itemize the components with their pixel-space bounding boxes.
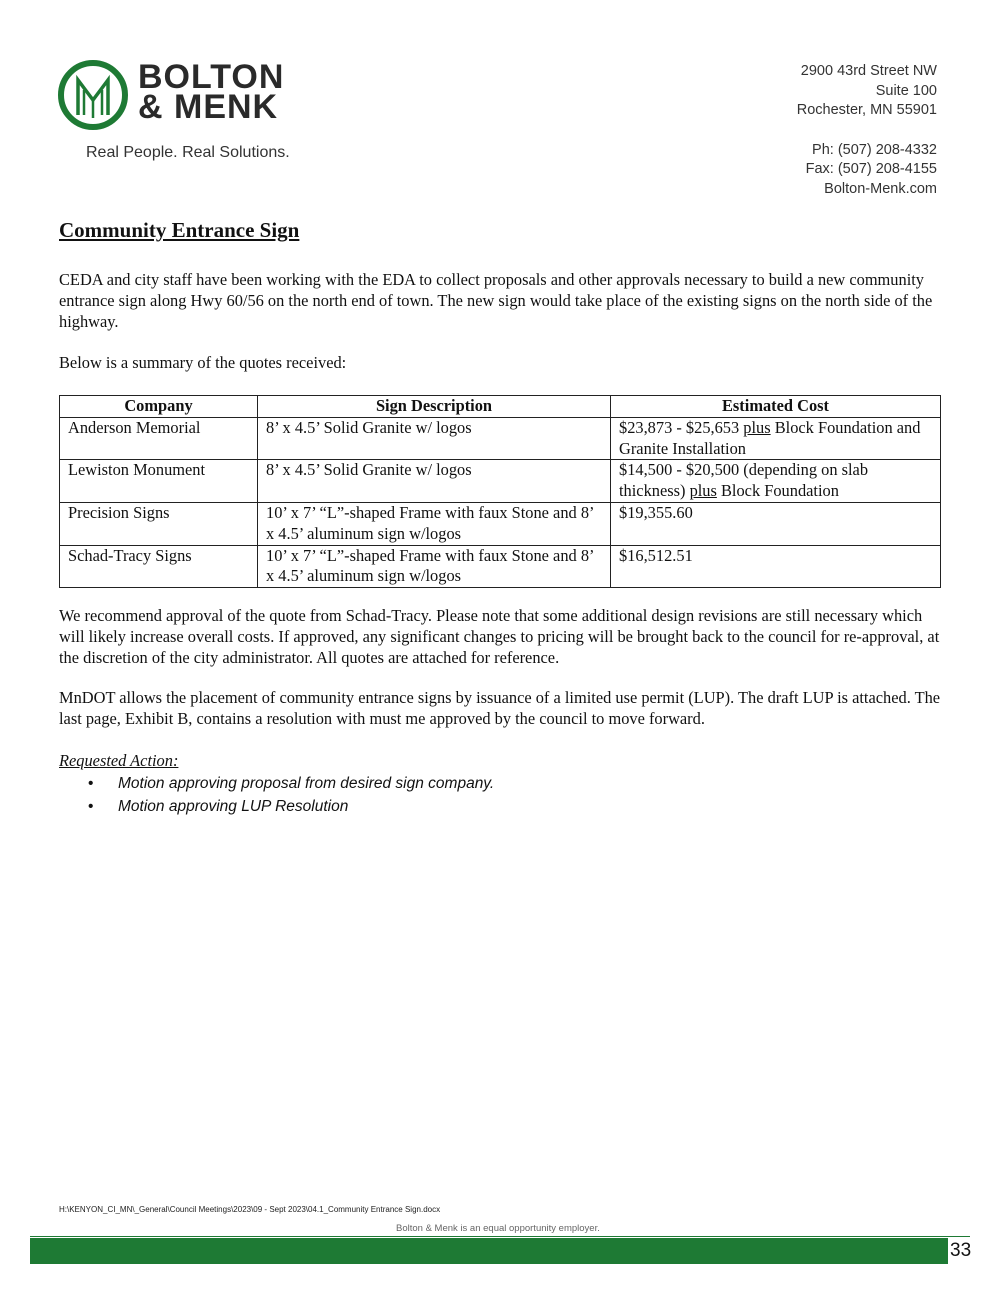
table-row (60, 545, 941, 588)
company-address-block (797, 62, 937, 199)
table-header-row (60, 396, 941, 418)
cost-text-tail: Block Foundation (716, 481, 839, 501)
action-text: Motion approving proposal from desired sign company. (118, 775, 495, 792)
company-name-line1: BOLTON (138, 58, 285, 96)
cost-text: $19,355.60 (619, 502, 693, 522)
address-street: 2900 43rd Street NW (800, 63, 937, 79)
address-suite: Suite 100 (875, 82, 937, 99)
column-header-cost: Estimated Cost (611, 396, 941, 418)
company-name (138, 58, 285, 126)
cell-company: Schad-Tracy Signs (60, 545, 258, 588)
cost-text-tail: Block Foundation and Granite Installation (619, 417, 921, 458)
bullet-icon: • (88, 798, 94, 815)
bolton-menk-logo-icon (58, 60, 128, 130)
bullet-icon: • (88, 775, 94, 792)
cost-text: $23,873 - $25,653 (619, 417, 744, 437)
company-name-line2: & MENK (138, 88, 279, 126)
cell-cost (611, 417, 941, 460)
page-number: 33 (950, 1240, 972, 1261)
summary-intro: Below is a summary of the quotes received: (59, 353, 347, 372)
requested-actions-list (88, 772, 494, 818)
cost-underlined-text: plus (689, 481, 717, 501)
fax-number: Fax: (507) 208-4155 (805, 161, 937, 177)
cell-cost (611, 545, 941, 588)
intro-paragraph: CEDA and city staff have been working with the EDA to collect proposals and other approvals necessary to build a new community entrance sign along Hwy 60/56 on the north end of town. The new sign would take place of the existing signs on the north side of the highway. (59, 270, 933, 331)
cell-cost (611, 460, 941, 503)
action-text: Motion approving LUP Resolution (118, 798, 349, 815)
cell-company: Lewiston Monument (60, 460, 258, 503)
website: Bolton-Menk.com (824, 180, 937, 197)
requested-action-label: Requested Action: (59, 751, 179, 770)
cell-company: Precision Signs (60, 502, 258, 545)
footer-divider (30, 1236, 970, 1237)
footer-bar (30, 1238, 948, 1264)
mndot-paragraph: MnDOT allows the placement of community entrance signs by issuance of a limited use permit (LUP). The draft LUP is attached. The last page, Exhibit B, contains a resolution with must me approved by the council to move forward. (59, 688, 941, 728)
recommendation-paragraph: We recommend approval of the quote from Schad-Tracy. Please note that some additional design revisions are still necessary which will likely increase overall costs. If approved, any significant changes to pricing will be brought back to the council for re-approval, at the discretion of the city administrator. All quotes are attached for reference. (59, 606, 940, 667)
cell-cost (611, 502, 941, 545)
quotes-table (59, 395, 941, 588)
cell-description: 8’ x 4.5’ Solid Granite w/ logos (258, 460, 611, 503)
address-city: Rochester, MN 55901 (796, 102, 937, 118)
cell-description: 10’ x 7’ “L”-shaped Frame with faux Stone and 8’ x 4.5’ aluminum sign w/logos (258, 545, 611, 588)
phone-number: Ph: (507) 208-4332 (812, 141, 937, 158)
table-row (60, 502, 941, 545)
list-item (88, 795, 494, 818)
company-tagline: Real People. Real Solutions. (86, 144, 290, 161)
cost-underlined-text: plus (743, 417, 771, 437)
cost-text: $14,500 - $20,500 (depending on slab thickness) (619, 460, 869, 501)
file-path: H:\KENYON_CI_MN\_General\Council Meetings\2023\09 - Sept 2023\04.1_Community Entrance Sign.docx (59, 1205, 441, 1214)
equal-opportunity-statement: Bolton & Menk is an equal opportunity employer. (396, 1223, 600, 1234)
table-row (60, 417, 941, 460)
cell-description: 8’ x 4.5’ Solid Granite w/ logos (258, 417, 611, 460)
column-header-description: Sign Description (258, 396, 611, 418)
cost-text: $16,512.51 (619, 545, 693, 565)
cell-description: 10’ x 7’ “L”-shaped Frame with faux Stone and 8’ x 4.5’ aluminum sign w/logos (258, 502, 611, 545)
cell-company: Anderson Memorial (60, 417, 258, 460)
list-item (88, 772, 494, 795)
document-title: Community Entrance Sign (59, 218, 300, 242)
column-header-company: Company (60, 396, 258, 418)
table-row (60, 460, 941, 503)
